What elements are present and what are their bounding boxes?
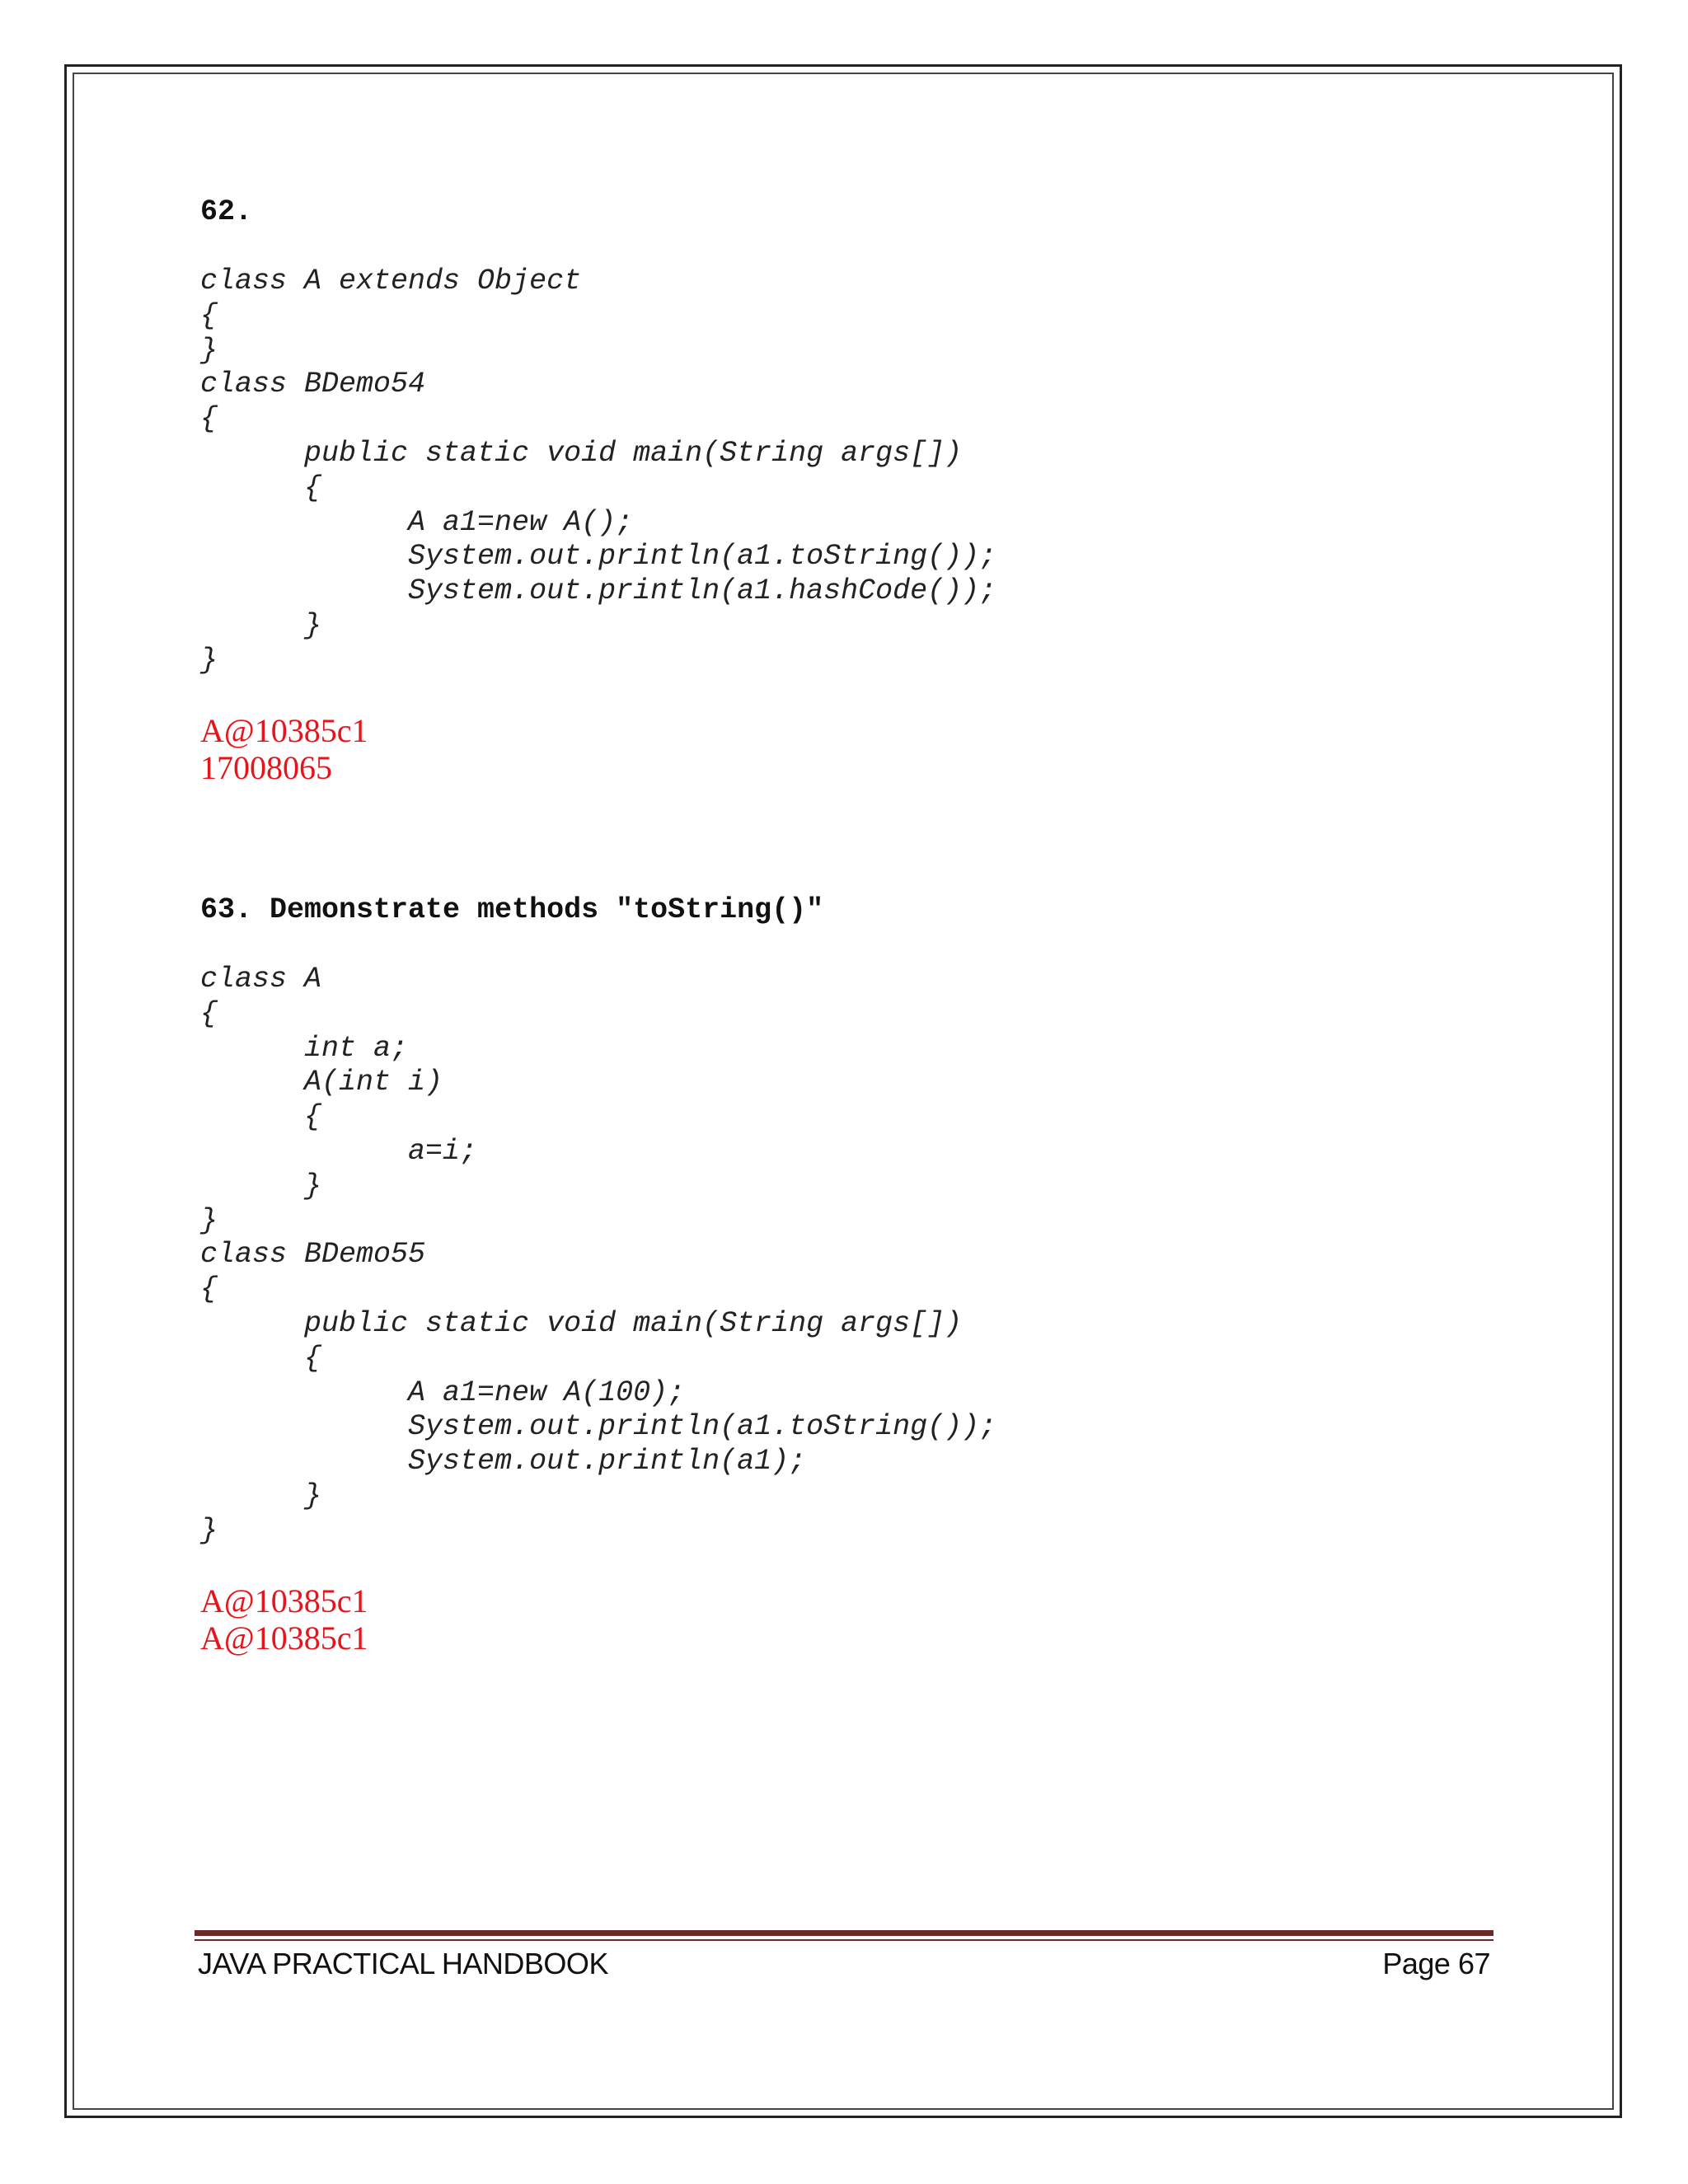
output-line: A@10385c1 xyxy=(200,1619,368,1657)
section-62-heading: 62. xyxy=(200,195,253,228)
section-62-code: class A extends Object { } class BDemo54 { public static void main(String args[]) { A a1=new A(); System.out.println(a1.toString()); System.out.println(a1.hashCode()); } } xyxy=(200,265,997,677)
output-line: A@10385c1 xyxy=(200,1582,368,1619)
footer-title: JAVA PRACTICAL HANDBOOK xyxy=(198,1947,608,1980)
section-63-heading: 63. Demonstrate methods "toString()" xyxy=(200,893,824,926)
footer-rule xyxy=(195,1930,1493,1936)
section-62-output xyxy=(200,712,368,786)
footer-rule-thin xyxy=(195,1939,1493,1941)
page-number: Page 67 xyxy=(1382,1947,1490,1980)
section-63-output xyxy=(200,1582,368,1657)
output-line: A@10385c1 xyxy=(200,712,368,749)
section-63-code: class A { int a; A(int i) { a=i; } } class BDemo55 { public static void main(String args[]) { A a1=new A(100); System.out.println(a1.toString()); System.out.println(a1); } } xyxy=(200,963,997,1547)
output-line: 17008065 xyxy=(200,749,332,786)
